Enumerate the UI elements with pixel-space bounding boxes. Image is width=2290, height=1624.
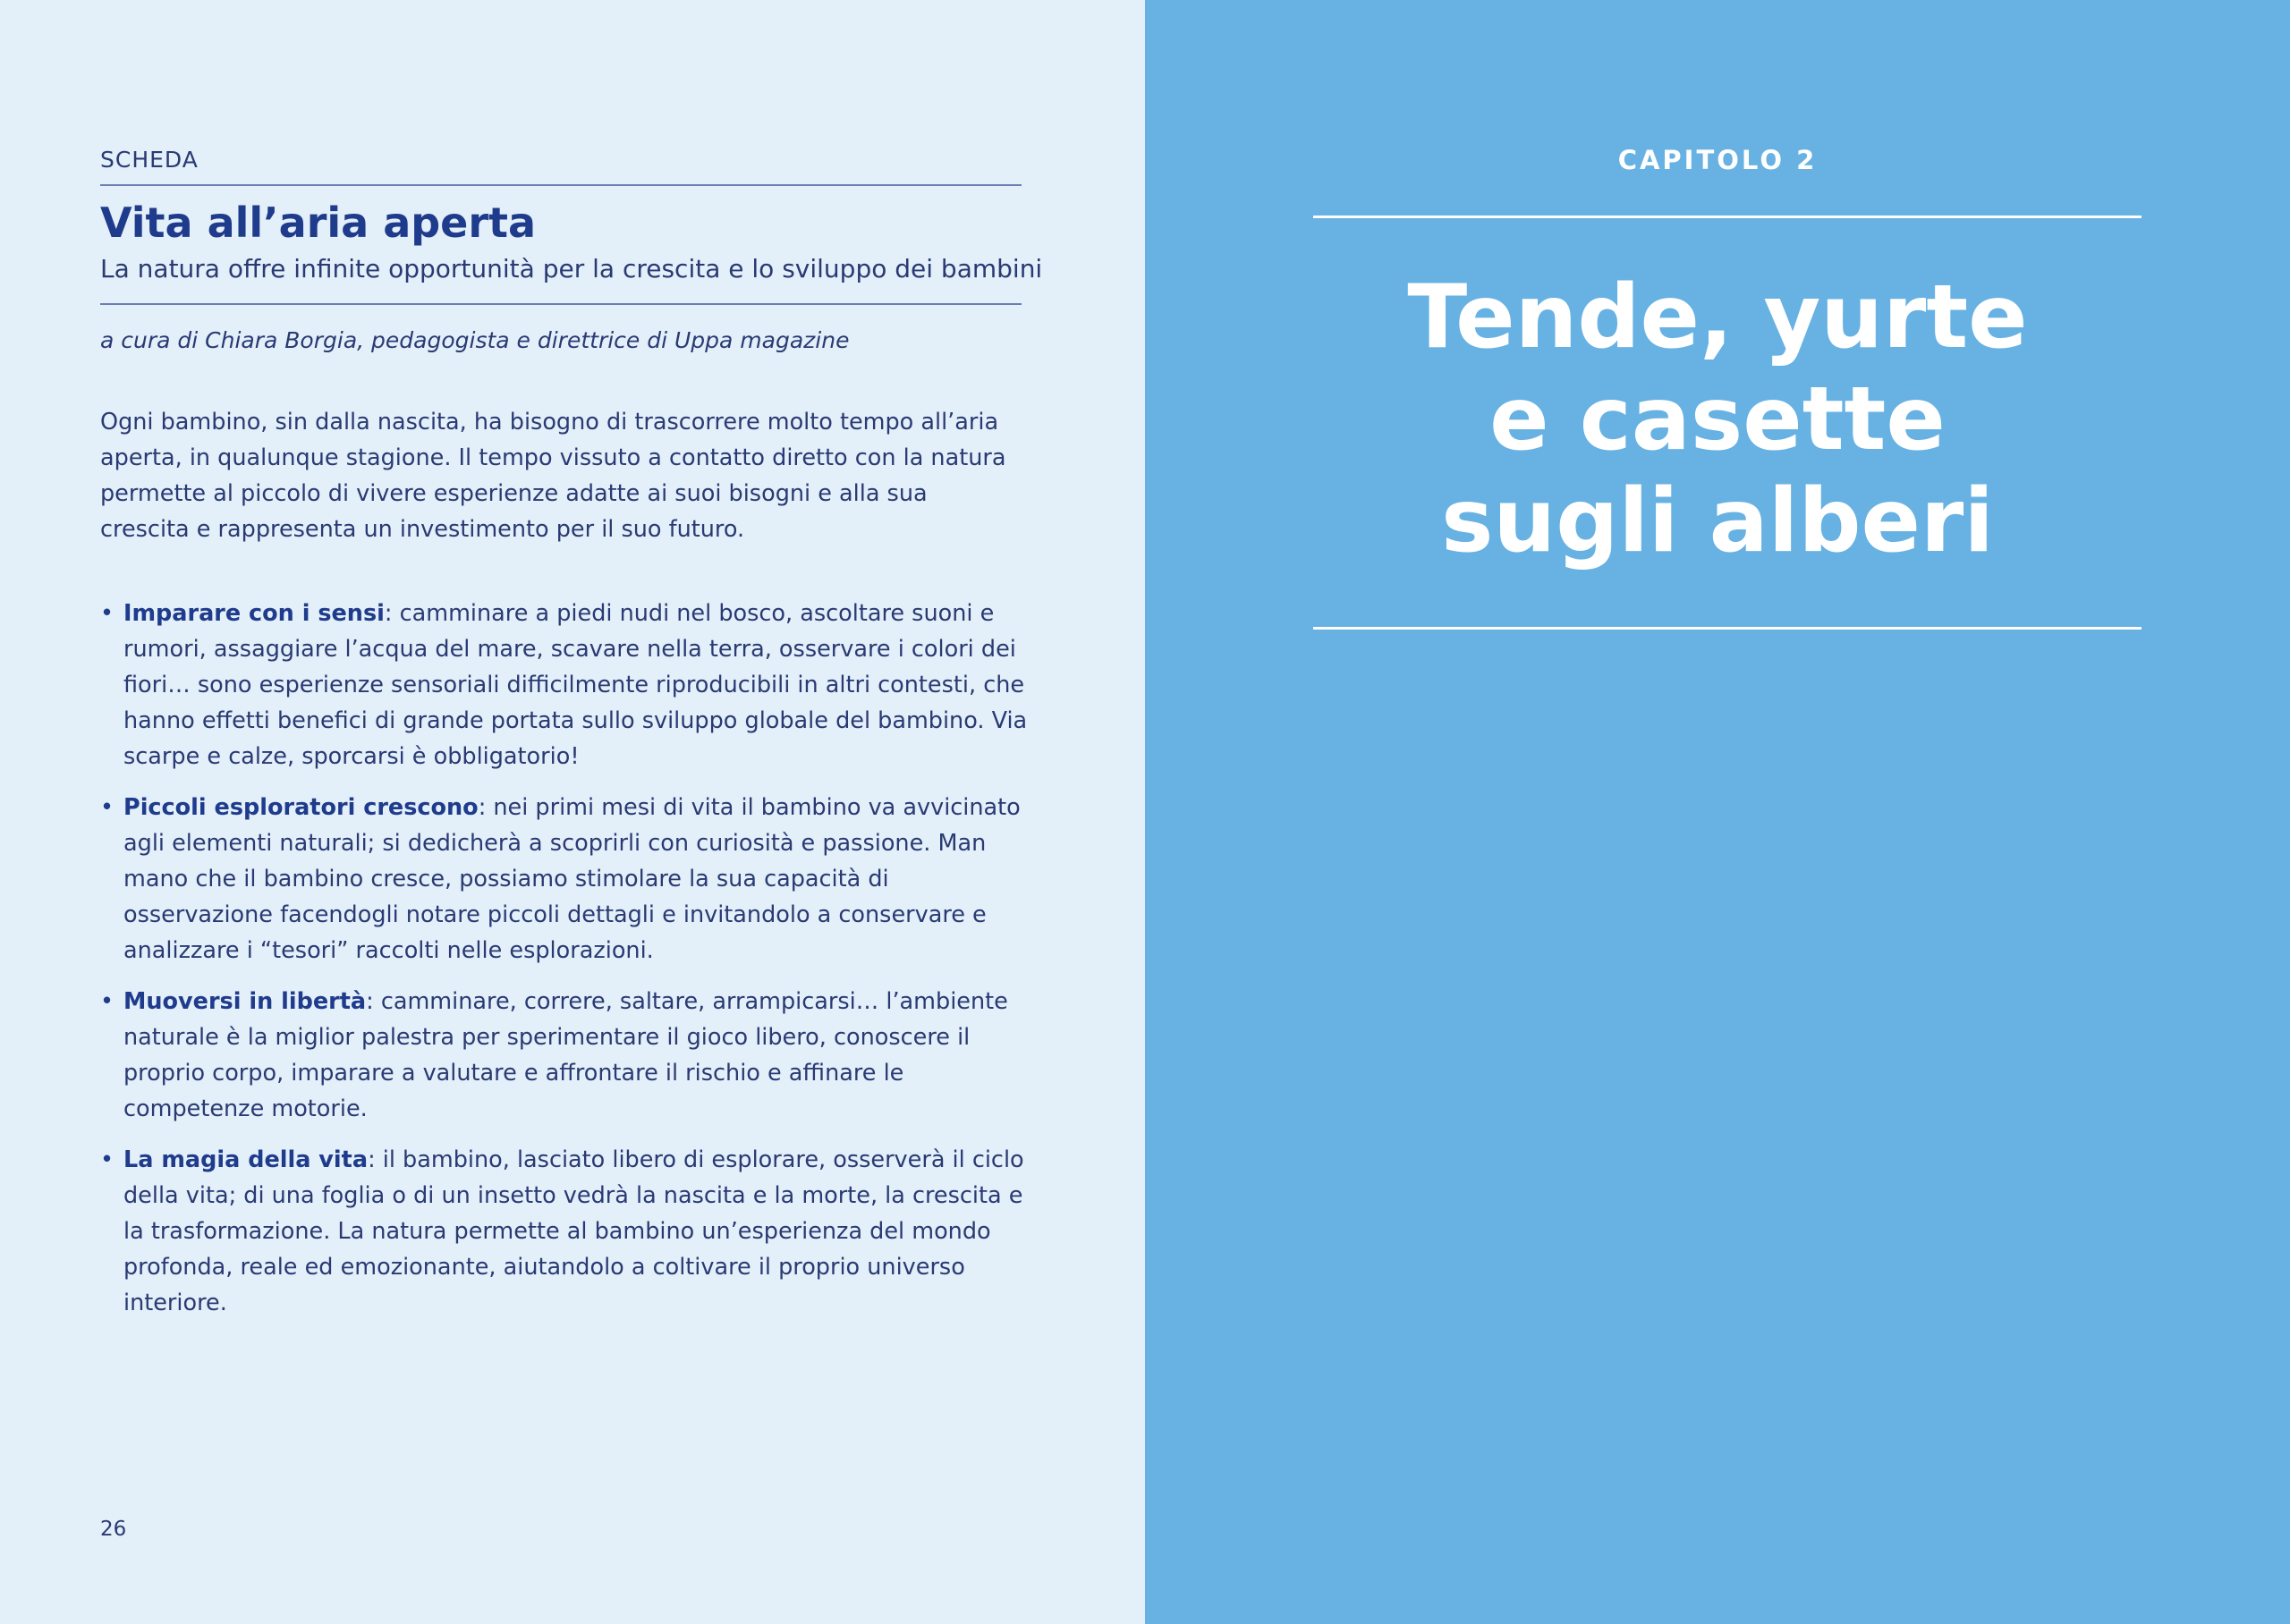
page-subtitle: La natura offre infinite opportunità per la crescita e lo sviluppo dei bambini bbox=[100, 254, 1043, 283]
list-item bbox=[100, 1142, 1030, 1321]
byline: a cura di Chiara Borgia, pedagogista e direttrice di Uppa magazine bbox=[100, 327, 850, 353]
chapter-bottom-divider bbox=[1313, 627, 2142, 630]
section-label: SCHEDA bbox=[100, 147, 199, 173]
top-divider bbox=[100, 184, 1022, 186]
list-item bbox=[100, 596, 1030, 774]
right-page bbox=[1145, 0, 2290, 1624]
chapter-top-divider bbox=[1313, 216, 2142, 218]
chapter-label: CAPITOLO 2 bbox=[1617, 145, 1818, 175]
bullet-term: La magia della vita bbox=[123, 1146, 369, 1173]
bullet-list bbox=[100, 596, 1030, 1336]
bullet-term: Piccoli esploratori crescono bbox=[123, 794, 479, 821]
chapter-title-line: Tende, yurte bbox=[1407, 266, 2028, 368]
intro-paragraph: Ogni bambino, sin dalla nascita, ha bisogno di trascorrere molto tempo all’aria aperta, in qualunque stagione. Il tempo vissuto a contatto diretto con la natura permette al piccolo di vivere esperienze adatte ai suoi bisogni e alla sua crescita e rappresenta un investimento per il suo futuro. bbox=[100, 409, 1006, 543]
list-item bbox=[100, 984, 1030, 1127]
subtitle-divider bbox=[100, 303, 1022, 305]
chapter-title bbox=[1145, 266, 2290, 572]
chapter-title-line: sugli alberi bbox=[1441, 470, 1994, 572]
bullet-text: : nei primi mesi di vita il bambino va avvicinato agli elementi naturali; si dedicherà a scoprirli con curiosità e passione. Man mano che il bambino cresce, possiamo stimolare la sua capacità di osservazione facendogli notare piccoli dettagli e invitandolo a conservare e analizzare i “tesori” raccolti nelle esplorazioni. bbox=[123, 794, 1021, 964]
bullet-text: : camminare, correre, saltare, arrampicarsi… l’ambiente naturale è la miglior palestra per sperimentare il gioco libero, conoscere il proprio corpo, imparare a valutare e affrontare il rischio e affinare le competenze motorie. bbox=[123, 988, 1008, 1122]
bullet-text: : camminare a piedi nudi nel bosco, ascoltare suoni e rumori, assaggiare l’acqua del mare, scavare nella terra, osservare i colori dei fiori… sono esperienze sensoriali difficilmente riproducibili in altri contesti, che hanno effetti benefici di grande portata sullo sviluppo globale del bambino. Via scarpe e calze, sporcarsi è obbligatorio! bbox=[123, 600, 1028, 770]
list-item bbox=[100, 790, 1030, 968]
page-number: 26 bbox=[100, 1518, 127, 1541]
page-title: Vita all’aria aperta bbox=[100, 199, 537, 247]
chapter-title-line: e casette bbox=[1489, 368, 1946, 470]
bullet-text: : il bambino, lasciato libero di esplorare, osserverà il ciclo della vita; di una foglia o di un insetto vedrà la nascita e la morte, la crescita e la trasformazione. La natura permette al bambino un’esperienza del mondo profonda, reale ed emozionante, aiutandolo a coltivare il proprio universo interiore. bbox=[123, 1146, 1024, 1316]
bullet-term: Muoversi in libertà bbox=[123, 988, 367, 1015]
bullet-term: Imparare con i sensi bbox=[123, 600, 385, 627]
